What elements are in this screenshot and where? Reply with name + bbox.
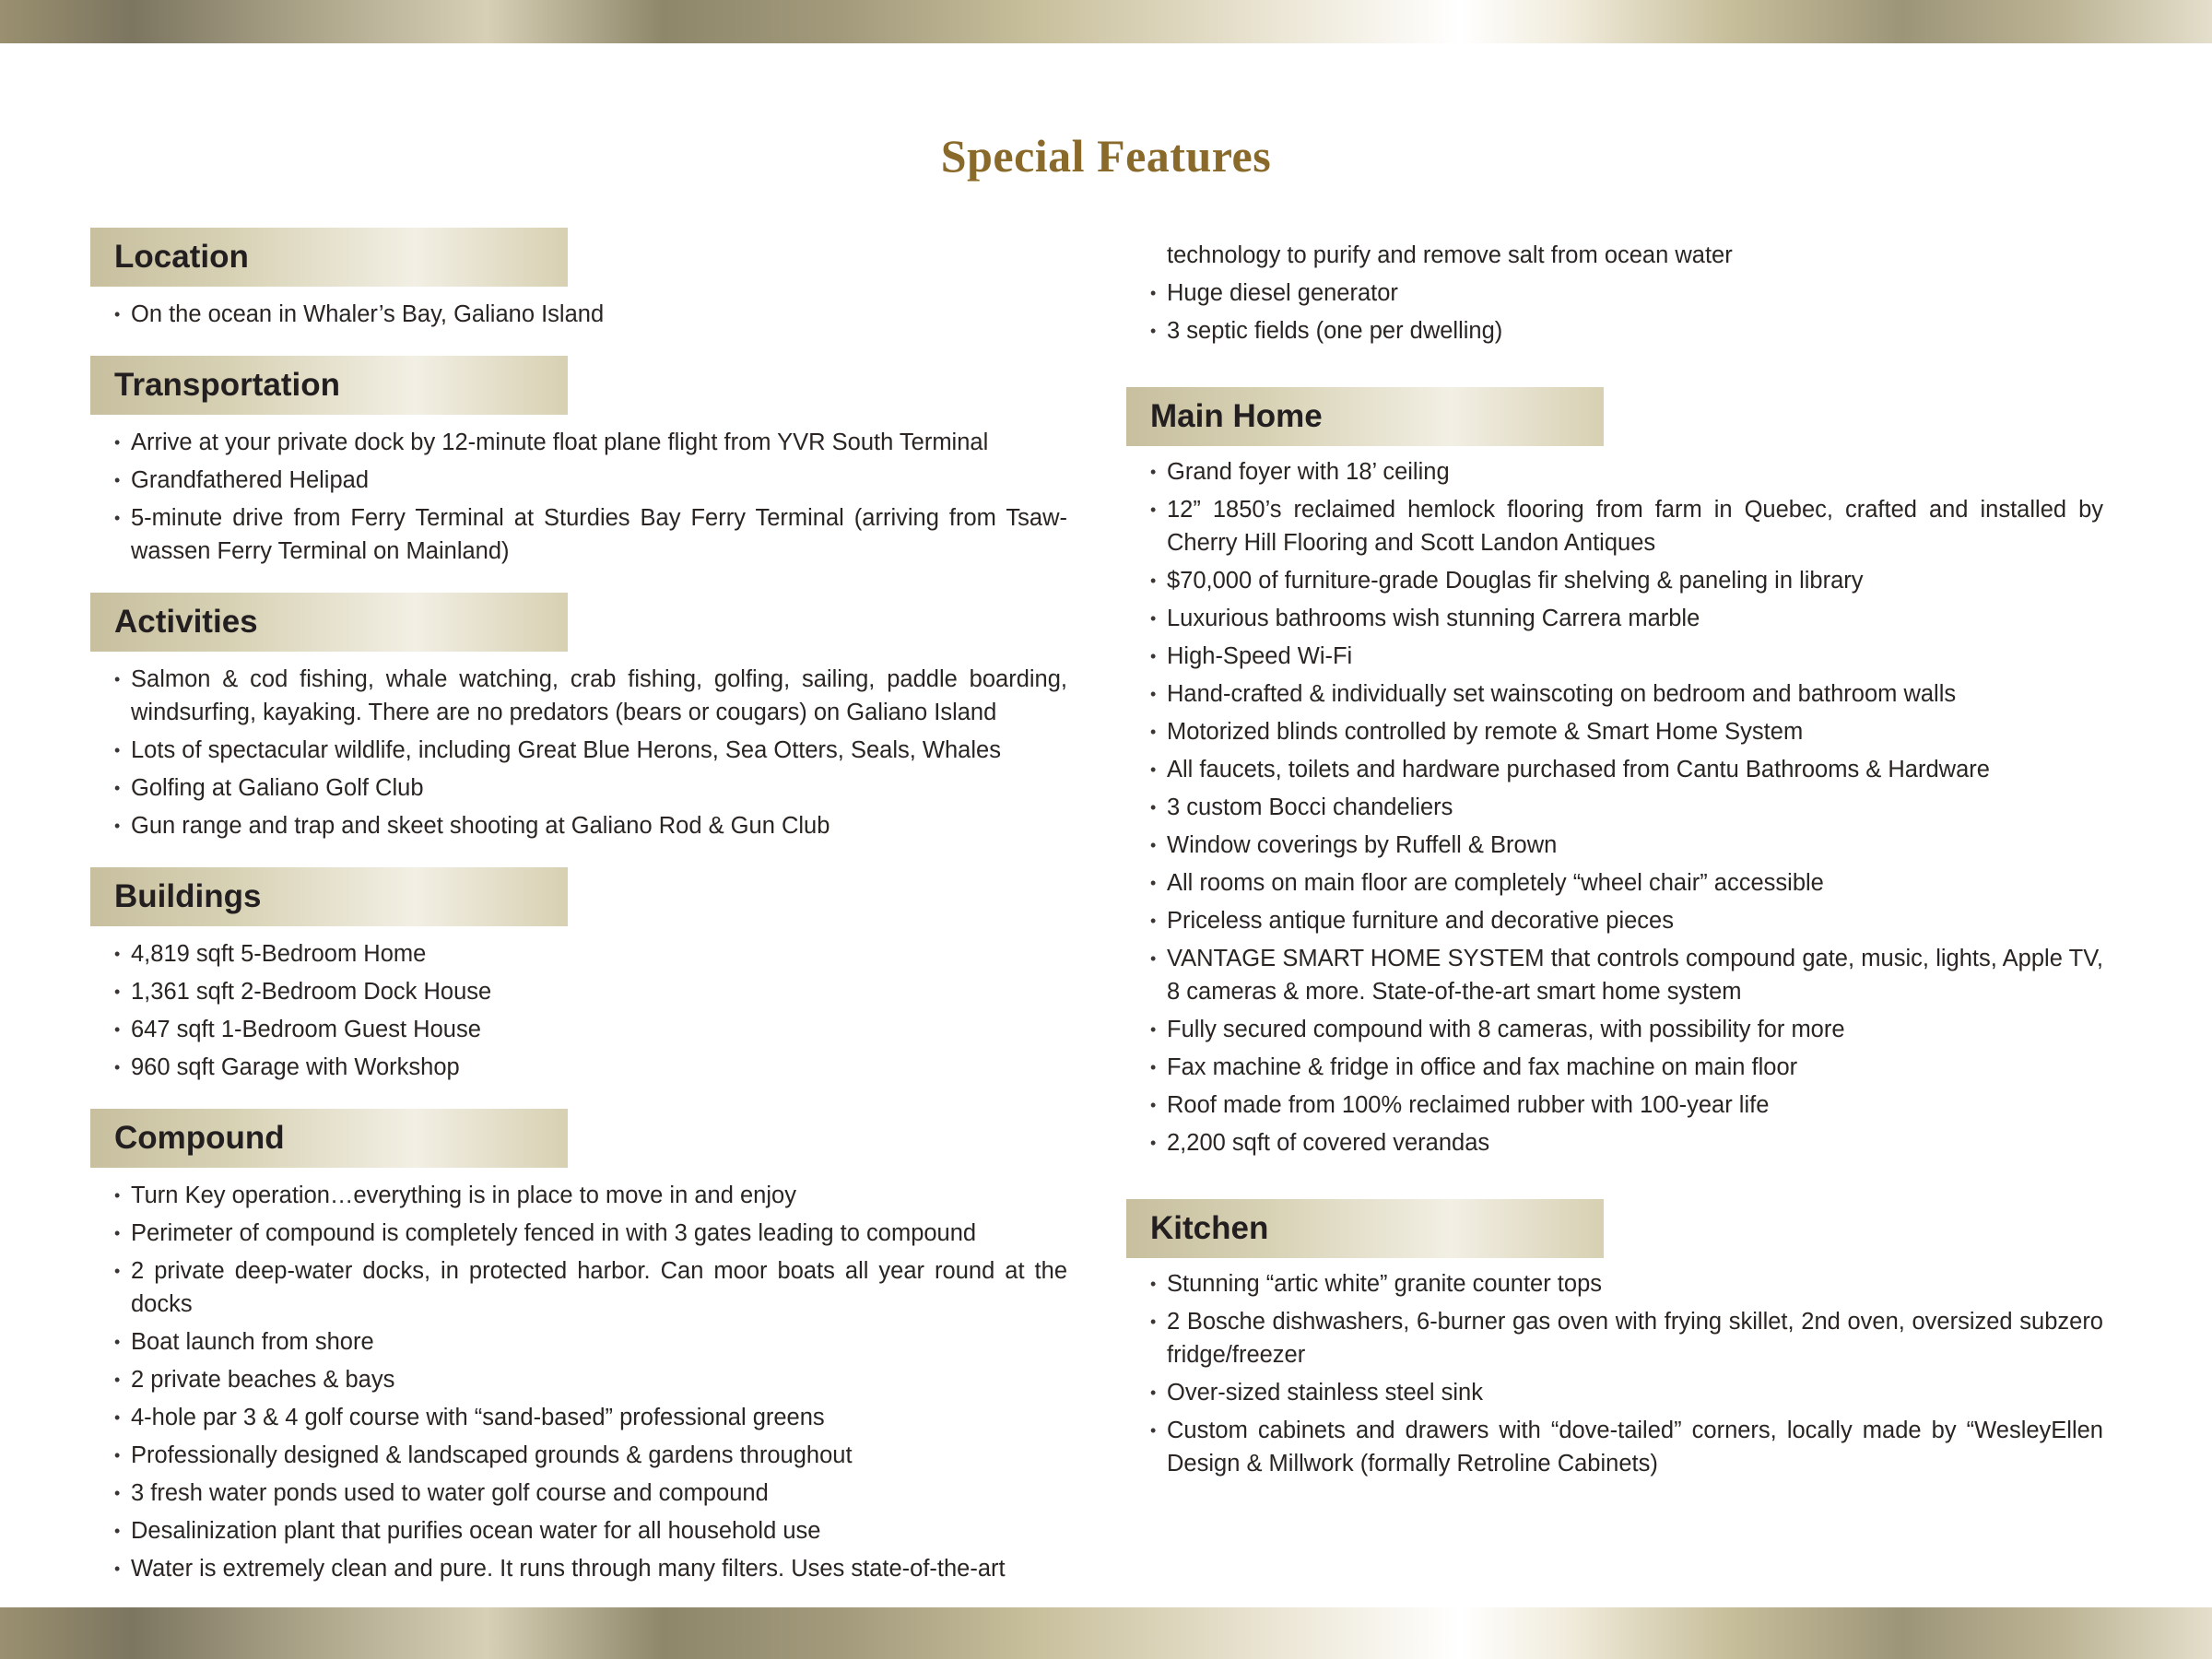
feature-item: • $70,000 of furniture-grade Douglas fir shelving & paneling in library (1126, 564, 2103, 597)
feature-item: • Grand foyer with 18’ ceiling (1126, 455, 2103, 488)
left-column (90, 228, 1067, 1590)
feature-list (90, 426, 1067, 568)
feature-item: • Water is extremely clean and pure. It runs through many filters. Uses state-of-the-art (90, 1552, 1067, 1585)
feature-item: • 2 Bosche dishwashers, 6-burner gas oven with frying skillet, 2nd oven, oversized subzero fridge/freezer (1126, 1305, 2103, 1371)
feature-item: • Perimeter of compound is completely fenced in with 3 gates leading to compound (90, 1217, 1067, 1250)
section-gap (90, 572, 1067, 593)
feature-item: • 1,361 sqft 2-Bedroom Dock House (90, 975, 1067, 1008)
feature-item: • Gun range and trap and skeet shooting at Galiano Rod & Gun Club (90, 809, 1067, 842)
section-heading: Activities (90, 593, 568, 652)
feature-list (90, 298, 1067, 331)
right-column (1126, 239, 2103, 1485)
section-gap (90, 847, 1067, 867)
feature-item: • Hand-crafted & individually set wainscoting on bedroom and bathroom walls (1126, 677, 2103, 711)
feature-item: • VANTAGE SMART HOME SYSTEM that controls compound gate, music, lights, Apple TV, 8 cameras & more. State-of-the-art smart home system (1126, 942, 2103, 1008)
section-heading: Transportation (90, 356, 568, 415)
feature-list (90, 1179, 1067, 1585)
feature-list (1126, 1267, 2103, 1480)
feature-item: • 2,200 sqft of covered verandas (1126, 1126, 2103, 1159)
section-gap (1126, 352, 2103, 387)
feature-item: • 2 private beaches & bays (90, 1363, 1067, 1396)
top-decorative-band (0, 0, 2212, 43)
section-kitchen (1126, 1199, 2103, 1480)
section-gap (1126, 1164, 2103, 1199)
feature-list (1126, 455, 2103, 1159)
feature-item: • Huge diesel generator (1126, 276, 2103, 310)
bottom-decorative-band (0, 1607, 2212, 1659)
feature-item: • Fax machine & fridge in office and fax machine on main floor (1126, 1051, 2103, 1084)
feature-item: • 647 sqft 1-Bedroom Guest House (90, 1013, 1067, 1046)
feature-item: • Desalinization plant that purifies ocean water for all household use (90, 1514, 1067, 1547)
feature-item: • Motorized blinds controlled by remote & Smart Home System (1126, 715, 2103, 748)
feature-item: • High-Speed Wi-Fi (1126, 640, 2103, 673)
feature-item: • Over-sized stainless steel sink (1126, 1376, 2103, 1409)
feature-item: • Arrive at your private dock by 12-minute float plane flight from YVR South Terminal (90, 426, 1067, 459)
section-main-home (1126, 387, 2103, 1159)
section-compound (90, 1109, 1067, 1585)
section-transportation (90, 356, 1067, 568)
section-heading: Kitchen (1126, 1199, 1604, 1258)
feature-item: • 3 fresh water ponds used to water golf course and compound (90, 1477, 1067, 1510)
compound-continued-list (1126, 239, 2103, 347)
feature-item: • Salmon & cod fishing, whale watching, crab fishing, golfing, sailing, paddle boarding, windsurfing, kayaking. There are no predators (bears or cougars) on Galiano Island (90, 663, 1067, 729)
section-heading: Location (90, 228, 568, 287)
feature-item: • Professionally designed & landscaped grounds & gardens throughout (90, 1439, 1067, 1472)
page-title: Special Features (940, 130, 1272, 182)
section-gap (90, 335, 1067, 356)
feature-item: • Grandfathered Helipad (90, 464, 1067, 497)
feature-item: • Turn Key operation…everything is in place to move in and enjoy (90, 1179, 1067, 1212)
section-location (90, 228, 1067, 331)
feature-list (90, 937, 1067, 1084)
section-heading: Compound (90, 1109, 568, 1168)
feature-item: • 2 private deep-water docks, in protected harbor. Can moor boats all year round at the docks (90, 1254, 1067, 1321)
feature-item: • Stunning “artic white” granite counter tops (1126, 1267, 2103, 1300)
section-heading: Buildings (90, 867, 568, 926)
feature-item: • Lots of spectacular wildlife, including Great Blue Herons, Sea Otters, Seals, Whales (90, 734, 1067, 767)
feature-item: • 4,819 sqft 5-Bedroom Home (90, 937, 1067, 971)
feature-item: • Golfing at Galiano Golf Club (90, 771, 1067, 805)
feature-item: • Roof made from 100% reclaimed rubber with 100-year life (1126, 1088, 2103, 1122)
feature-item: • Custom cabinets and drawers with “dove-tailed” corners, locally made by “WesleyEllen Design & Millwork (formally Retroline Cabinets) (1126, 1414, 2103, 1480)
feature-item: • Priceless antique furniture and decorative pieces (1126, 904, 2103, 937)
section-heading: Main Home (1126, 387, 1604, 446)
section-buildings (90, 867, 1067, 1084)
section-activities (90, 593, 1067, 842)
feature-item: • 5-minute drive from Ferry Terminal at Sturdies Bay Ferry Terminal (arriving from Tsaw-wassen Ferry Terminal on Mainland) (90, 501, 1067, 568)
section-gap (90, 1088, 1067, 1109)
feature-list (90, 663, 1067, 842)
feature-item: • Luxurious bathrooms wish stunning Carrera marble (1126, 602, 2103, 635)
feature-item: • Fully secured compound with 8 cameras, with possibility for more (1126, 1013, 2103, 1046)
feature-item: • All faucets, toilets and hardware purchased from Cantu Bathrooms & Hardware (1126, 753, 2103, 786)
feature-item: • 3 septic fields (one per dwelling) (1126, 314, 2103, 347)
feature-item: technology to purify and remove salt from ocean water (1167, 242, 1733, 268)
feature-item: • Window coverings by Ruffell & Brown (1126, 829, 2103, 862)
feature-item: • On the ocean in Whaler’s Bay, Galiano Island (90, 298, 1067, 331)
feature-item: • All rooms on main floor are completely “wheel chair” accessible (1126, 866, 2103, 900)
feature-item: • 4-hole par 3 & 4 golf course with “sand-based” professional greens (90, 1401, 1067, 1434)
feature-item: • 12” 1850’s reclaimed hemlock flooring from farm in Quebec, crafted and installed by Cherry Hill Flooring and Scott Landon Antiques (1126, 493, 2103, 559)
feature-item: • 960 sqft Garage with Workshop (90, 1051, 1067, 1084)
feature-item: • 3 custom Bocci chandeliers (1126, 791, 2103, 824)
feature-item: • Boat launch from shore (90, 1325, 1067, 1359)
